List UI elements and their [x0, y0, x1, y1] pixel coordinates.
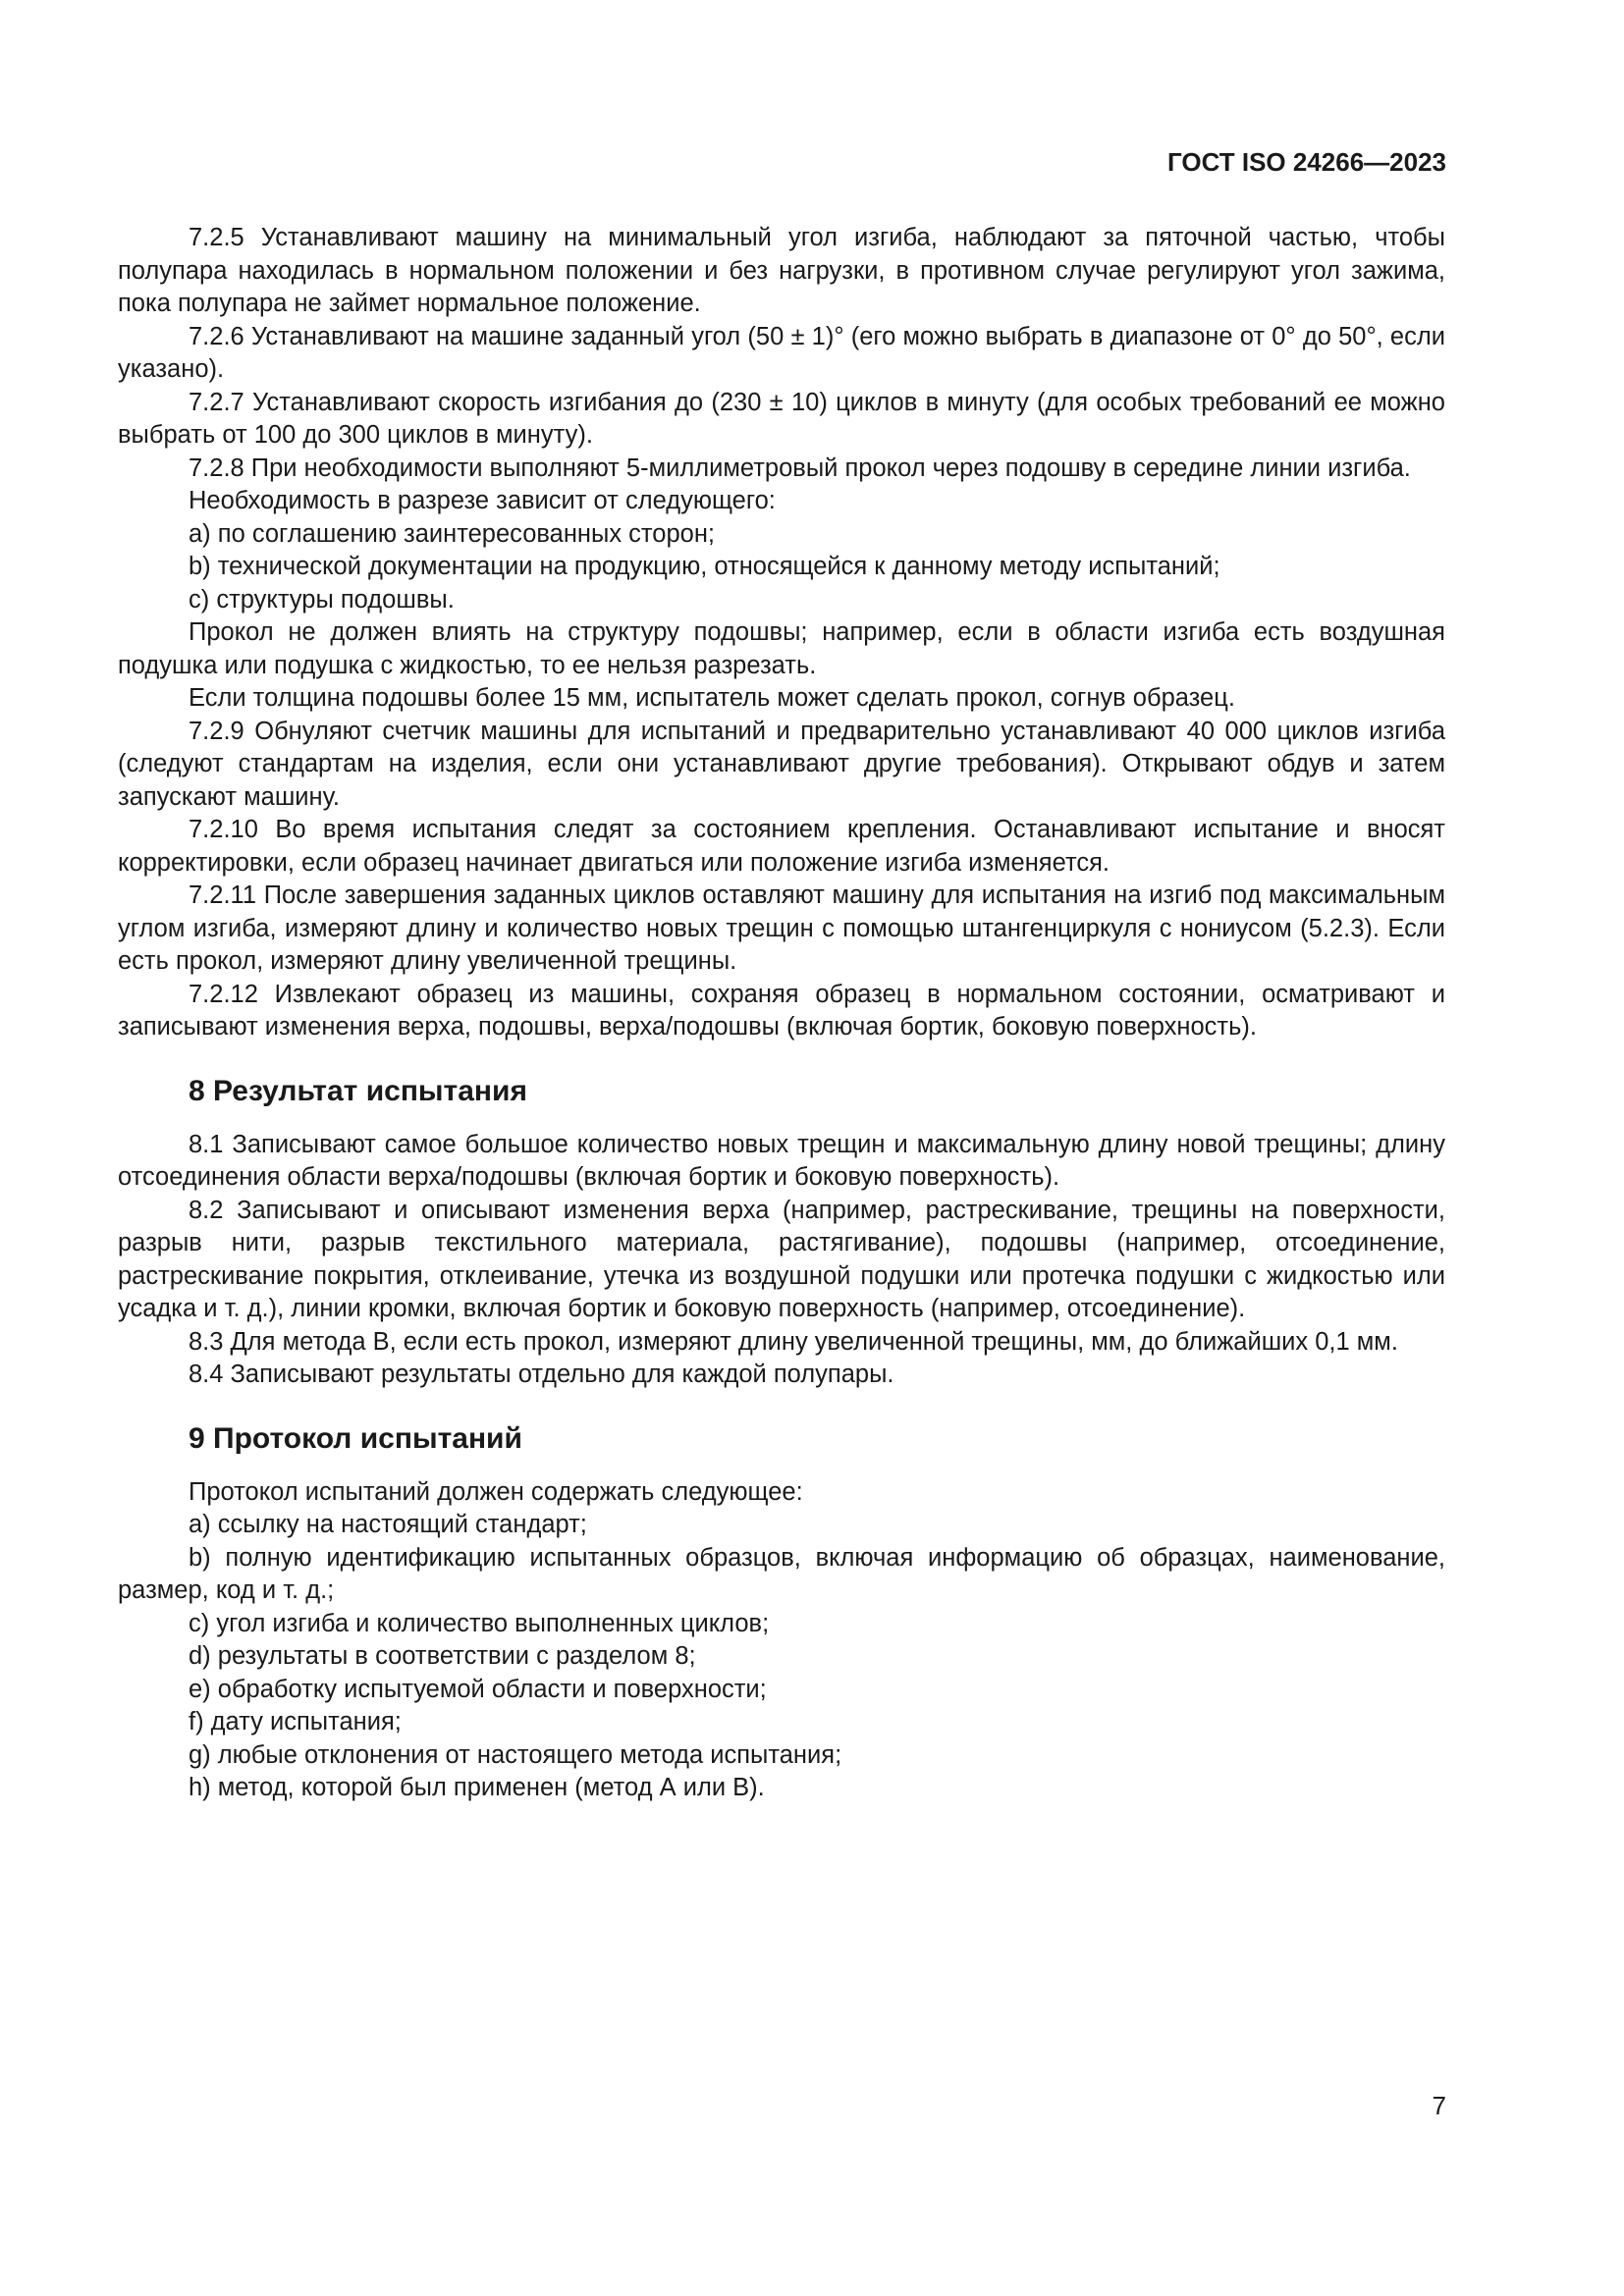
list-item: f) дату испытания; — [189, 1708, 402, 1735]
section-9-intro: Протокол испытаний должен содержать следующее: — [189, 1477, 803, 1506]
paragraph-8-1: 8.1 Записывают самое большое количество новых трещин и максимальную длину новой трещины; длину отсоединения области верха/подошвы (включая бортик и боковую поверхность). — [118, 1130, 1445, 1191]
paragraph-7-2-11: 7.2.11 После завершения заданных циклов оставляют машину для испытания на изгиб под максимальным углом изгиба, измеряют длину и количество новых трещин с помощью штангенциркуля с нониусом (5.2.3). Если есть прокол, измеряют длину увеличенной трещины. — [118, 881, 1445, 975]
list-item: a) по соглашению заинтересованных сторон; — [189, 519, 716, 548]
list-item: d) результаты в соответствии с разделом 8; — [189, 1642, 696, 1670]
list-item: a) ссылку на настоящий стандарт; — [189, 1511, 587, 1538]
paragraph-7-2-6: 7.2.6 Устанавливают на машине заданный угол (50 ± 1)° (его можно выбрать в диапазоне от 0° до 50°, если указано). — [118, 322, 1445, 383]
section-8-heading: 8 Результат испытания — [189, 1074, 527, 1107]
paragraph-7-2-8: 7.2.8 При необходимости выполняют 5-миллиметровый прокол через подошву в середине линии изгиба. — [189, 454, 1411, 482]
paragraph-8-4: 8.4 Записывают результаты отдельно для каждой полупары. — [189, 1361, 894, 1388]
paragraph-7-2-8-note-2: Если толщина подошвы более 15 мм, испытатель может сделать прокол, согнув образец. — [189, 684, 1235, 712]
document-body — [118, 222, 1445, 1805]
page-number: 7 — [1432, 2091, 1446, 2120]
paragraph-7-2-8-note-1: Прокол не должен влиять на структуру подошвы; например, если в области изгиба есть воздушная подушка или подушка с жидкостью, то ее нельзя разрезать. — [118, 618, 1445, 679]
paragraph-7-2-9: 7.2.9 Обнуляют счетчик машины для испытаний и предварительно устанавливают 40 000 циклов изгиба (следуют стандартам на изделия, если они устанавливают другие требования). Открывают обдув и затем запускают машину. — [118, 717, 1445, 811]
list-item: h) метод, которой был применен (метод А или В). — [189, 1774, 765, 1801]
paragraph-7-2-8-intro: Необходимость в разрезе зависит от следующего: — [189, 487, 776, 514]
paragraph-8-2: 8.2 Записывают и описывают изменения верха (например, растрескивание, трещины на поверхности, разрыв нити, разрыв текстильного материала, растягивание), подошвы (например, отсоединение, растрескивание покрытия, отклеивание, утечка из воздушной подушки или протечка подушки с жидкостью или усадка и т. д.), линии кромки, включая бортик и боковую поверхность (например, отсоединение). — [118, 1196, 1445, 1322]
paragraph-7-2-12: 7.2.12 Извлекают образец из машины, сохраняя образец в нормальном состоянии, осматривают и записывают изменения верха, подошвы, верха/подошвы (включая бортик, боковую поверхность). — [118, 980, 1445, 1041]
list-item: b) технической документации на продукцию, относящейся к данному методу испытаний; — [189, 553, 1220, 580]
list-item: c) структуры подошвы. — [189, 585, 455, 614]
paragraph-7-2-7: 7.2.7 Устанавливают скорость изгибания до (230 ± 10) циклов в минуту (для особых требований ее можно выбрать от 100 до 300 циклов в минуту). — [118, 388, 1445, 449]
paragraph-7-2-5: 7.2.5 Устанавливают машину на минимальный угол изгиба, наблюдают за пяточной частью, чтобы полупара находилась в нормальном положении и без нагрузки, в противном случае регулируют угол зажима, пока полупара не займет нормальное положение. — [118, 224, 1445, 317]
standard-code-header: ГОСТ ISO 24266—2023 — [1166, 147, 1446, 177]
list-item: c) угол изгиба и количество выполненных циклов; — [189, 1609, 770, 1637]
list-item: b) полную идентификацию испытанных образцов, включая информацию об образцах, наименование, размер, код и т. д.; — [118, 1543, 1445, 1604]
list-item: e) обработку испытуемой области и поверхности; — [189, 1675, 767, 1703]
paragraph-8-3: 8.3 Для метода В, если есть прокол, измеряют длину увеличенной трещины, мм, до ближайших 0,1 мм. — [189, 1327, 1398, 1356]
list-item: g) любые отклонения от настоящего метода испытания; — [189, 1740, 842, 1769]
paragraph-7-2-10: 7.2.10 Во время испытания следят за состоянием крепления. Останавливают испытание и вносят корректировки, если образец начинает двигаться или положение изгиба изменяется. — [118, 816, 1445, 877]
section-9-heading: 9 Протокол испытаний — [189, 1421, 522, 1455]
